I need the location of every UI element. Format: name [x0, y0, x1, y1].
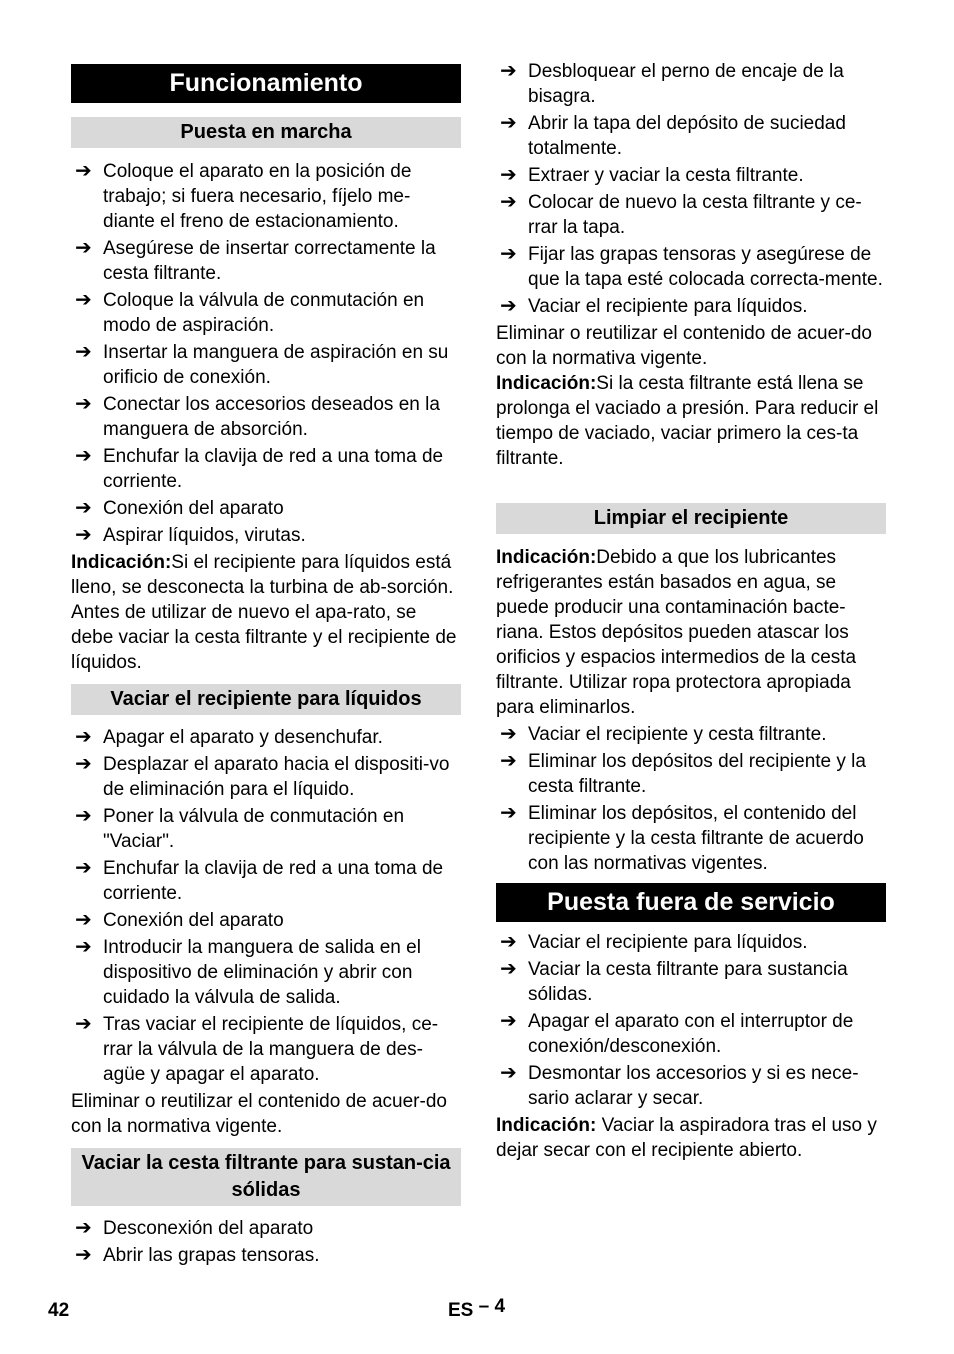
- list-item: ➔ Tras vaciar el recipiente de líquidos, ce-rrar la válvula de la manguera de des-agüe y apagar el aparato.: [75, 1013, 439, 1085]
- arrow-right-icon: ➔: [75, 909, 92, 931]
- list-item: ➔ Vaciar la cesta filtrante para sustancia sólidas.: [500, 958, 848, 1005]
- arrow-right-icon: ➔: [500, 1062, 517, 1084]
- arrow-right-icon: ➔: [75, 1217, 92, 1239]
- list-continuation: [496, 59, 886, 471]
- list-item: ➔ Desmontar los accesorios y si es nece-sario aclarar y secar.: [500, 1062, 859, 1109]
- subsection-title-vaciar-recipiente: Vaciar el recipiente para líquidos: [71, 684, 461, 715]
- arrow-right-icon: ➔: [75, 445, 92, 467]
- arrow-right-icon: ➔: [500, 802, 517, 824]
- arrow-right-icon: ➔: [75, 237, 92, 259]
- list-item: ➔ Conexión del aparato: [75, 909, 284, 931]
- list-item: ➔ Poner la válvula de conmutación en "Vaciar".: [75, 805, 405, 852]
- list-item: ➔ Coloque la válvula de conmutación en modo de aspiración.: [75, 289, 425, 336]
- arrow-right-icon: ➔: [75, 1244, 92, 1266]
- list-item: ➔ Coloque el aparato en la posición de trabajo; si fuera necesario, fíjelo me-diante el freno de estacionamiento.: [75, 160, 412, 232]
- arrow-right-icon: ➔: [75, 524, 92, 546]
- subsection-title-puesta-en-marcha: Puesta en marcha: [71, 117, 461, 148]
- footer-section-marker: [448, 1296, 506, 1322]
- arrow-right-icon: ➔: [75, 726, 92, 748]
- section-title-puesta-fuera: Puesta fuera de servicio: [496, 883, 886, 922]
- list-item: ➔ Apagar el aparato con el interruptor de conexión/desconexión.: [500, 1010, 854, 1057]
- arrow-right-icon: ➔: [75, 289, 92, 311]
- list-item: ➔ Vaciar el recipiente para líquidos.: [500, 295, 808, 317]
- arrow-right-icon: ➔: [75, 393, 92, 415]
- list-item: ➔ Eliminar los depósitos, el contenido del recipiente y la cesta filtrante de acuerdo con las normativas vigentes.: [500, 802, 864, 874]
- note-limpiar-recipiente: Indicación:Debido a que los lubricantes refrigerantes están basados en agua, se puede producir una contaminación bacte-riana. Estos depósitos pueden atascar los orificios y espacios intermedios de la cesta filtrante. Utilizar ropa protectora apropiada para eliminarlos.: [496, 547, 857, 718]
- list-item: ➔ Insertar la manguera de aspiración en su orificio de conexión.: [75, 341, 449, 388]
- list-item: ➔ Conexión del aparato: [75, 497, 284, 519]
- note-puesta-fuera: Indicación: Vaciar la aspiradora tras el uso y dejar secar con el recipiente abierto.: [496, 1115, 877, 1161]
- arrow-right-icon: ➔: [75, 753, 92, 775]
- list-item: ➔ Vaciar el recipiente para líquidos.: [500, 931, 808, 953]
- list-item: ➔ Asegúrese de insertar correctamente la cesta filtrante.: [75, 237, 436, 284]
- arrow-right-icon: ➔: [500, 295, 517, 317]
- list-vaciar-recipiente: [71, 725, 461, 1139]
- arrow-right-icon: ➔: [75, 497, 92, 519]
- list-item: ➔ Abrir la tapa del depósito de suciedad totalmente.: [500, 112, 846, 159]
- section-page-number: 4: [494, 1296, 506, 1317]
- list-puesta-en-marcha: [71, 159, 461, 675]
- list-item: ➔ Fijar las grapas tensoras y asegúrese de que la tapa esté colocada correcta-mente.: [500, 243, 883, 290]
- arrow-right-icon: ➔: [500, 723, 517, 745]
- list-item: ➔ Desplazar el aparato hacia el dispositi-vo de eliminación para el líquido.: [75, 753, 450, 800]
- arrow-right-icon: ➔: [500, 191, 517, 213]
- list-item: ➔ Desbloquear el perno de encaje de la bisagra.: [500, 60, 844, 107]
- arrow-right-icon: ➔: [75, 160, 92, 182]
- list-item: ➔ Introducir la manguera de salida en el dispositivo de eliminación y abrir con cuidado la válvula de salida.: [75, 936, 421, 1008]
- note-puesta-en-marcha: Indicación:Si el recipiente para líquidos está lleno, se desconecta la turbina de ab-sorción. Antes de utilizar de nuevo el apa-rato, se debe vaciar la cesta filtrante y el recipiente de líquidos.: [71, 552, 457, 673]
- arrow-right-icon: ➔: [500, 931, 517, 953]
- list-item: ➔ Conectar los accesorios deseados en la manguera de absorción.: [75, 393, 440, 440]
- list-item: ➔ Eliminar los depósitos del recipiente y la cesta filtrante.: [500, 750, 866, 797]
- list-item: ➔ Vaciar el recipiente y cesta filtrante.: [500, 723, 827, 745]
- arrow-right-icon: ➔: [500, 60, 517, 82]
- arrow-right-icon: ➔: [75, 341, 92, 363]
- footer-dash: –: [478, 1296, 490, 1317]
- section-title-funcionamiento: Funcionamiento: [71, 64, 461, 103]
- list-limpiar-recipiente: [496, 545, 886, 878]
- list-item: ➔ Colocar de nuevo la cesta filtrante y ce-rrar la tapa.: [500, 191, 862, 238]
- arrow-right-icon: ➔: [500, 1010, 517, 1032]
- page-number: 42: [48, 1300, 70, 1321]
- list-item: ➔ Enchufar la clavija de red a una toma de corriente.: [75, 445, 444, 492]
- list-item: ➔ Enchufar la clavija de red a una toma de corriente.: [75, 857, 444, 904]
- list-item: ➔ Aspirar líquidos, virutas.: [75, 524, 306, 546]
- arrow-right-icon: ➔: [75, 1013, 92, 1035]
- language-code: ES: [448, 1300, 474, 1321]
- arrow-right-icon: ➔: [500, 243, 517, 265]
- arrow-right-icon: ➔: [500, 164, 517, 186]
- subsection-title-vaciar-cesta: Vaciar la cesta filtrante para sustan-cia sólidas: [71, 1148, 461, 1206]
- closing-vaciar-recipiente: Eliminar o reutilizar el contenido de acuer-do con la normativa vigente.: [71, 1091, 447, 1137]
- list-item: ➔ Desconexión del aparato: [75, 1217, 314, 1239]
- list-puesta-fuera: [496, 930, 886, 1163]
- list-vaciar-cesta: [71, 1216, 461, 1270]
- arrow-right-icon: ➔: [500, 112, 517, 134]
- arrow-right-icon: ➔: [75, 936, 92, 958]
- list-item: ➔ Abrir las grapas tensoras.: [75, 1244, 320, 1266]
- list-item: ➔ Extraer y vaciar la cesta filtrante.: [500, 164, 804, 186]
- list-item: ➔ Apagar el aparato y desenchufar.: [75, 726, 383, 748]
- arrow-right-icon: ➔: [500, 958, 517, 980]
- arrow-right-icon: ➔: [75, 857, 92, 879]
- subsection-title-limpiar-recipiente: Limpiar el recipiente: [496, 503, 886, 534]
- closing-vaciar-cesta: Eliminar o reutilizar el contenido de acuer-do con la normativa vigente.: [496, 323, 872, 369]
- note-vaciar-cesta: Indicación:Si la cesta filtrante está llena se prolonga el vaciado a presión. Para reducir el tiempo de vaciado, vaciar primero la ces-ta filtrante.: [496, 373, 879, 469]
- arrow-right-icon: ➔: [500, 750, 517, 772]
- arrow-right-icon: ➔: [75, 805, 92, 827]
